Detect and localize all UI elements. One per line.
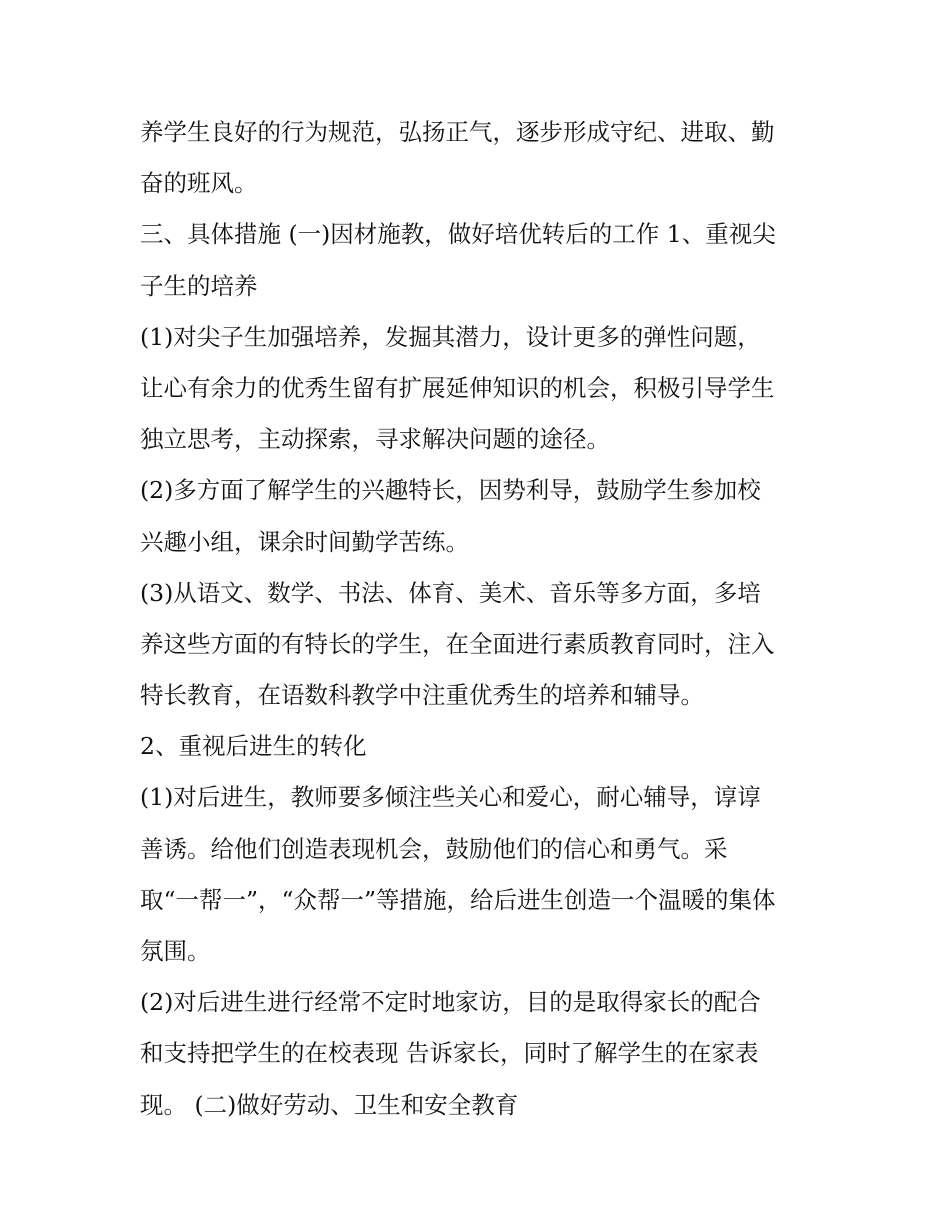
text-line: 养学生良好的行为规范，弘扬正气，逐步形成守纪、进取、勤: [140, 118, 775, 146]
text-line: 子生的培养: [140, 271, 258, 300]
text-line: (2)多方面了解学生的兴趣特长，因势利导，鼓励学生参加校: [140, 476, 761, 505]
document-body: [140, 107, 830, 1131]
text-line: 奋的班风。: [140, 169, 258, 198]
text-line: 让心有余力的优秀生留有扩展延伸知识的机会，积极引导学生: [140, 373, 775, 402]
text-line: 兴趣小组，课余时间勤学苦练。: [140, 527, 469, 556]
text-line: 现。 (二)做好劳动、卫生和安全教育: [140, 1090, 519, 1119]
section-heading-line: 三、具体措施 (一)因材施教，做好培优转后的工作 1、重视尖: [140, 220, 776, 249]
text-line: 善诱。给他们创造表现机会，鼓励他们的信心和勇气。采: [140, 834, 728, 863]
text-line: 取“一帮一”，“众帮一”等措施，给后进生创造一个温暖的集体: [140, 885, 776, 914]
text-line: (1)对尖子生加强培养，发掘其潜力，设计更多的弹性问题，: [140, 322, 761, 351]
text-line: 养这些方面的有特长的学生，在全面进行素质教育同时，注入: [140, 629, 775, 658]
text-line: (2)对后进生进行经常不定时地家访，目的是取得家长的配合: [140, 988, 761, 1017]
text-line: (1)对后进生，教师要多倾注些关心和爱心，耐心辅导，谆谆: [140, 783, 761, 812]
text-line: 独立思考，主动探索，寻求解决问题的途径。: [140, 425, 610, 454]
text-line: 氛围。: [140, 937, 211, 965]
text-line: (3)从语文、数学、书法、体育、美术、音乐等多方面，多培: [140, 578, 761, 607]
text-line: 特长教育，在语数科教学中注重优秀生的培养和辅导。: [140, 681, 704, 710]
text-line: 和支持把学生的在校表现 告诉家长，同时了解学生的在家表: [140, 1039, 759, 1068]
subheading-line: 2、重视后进生的转化: [140, 732, 367, 761]
